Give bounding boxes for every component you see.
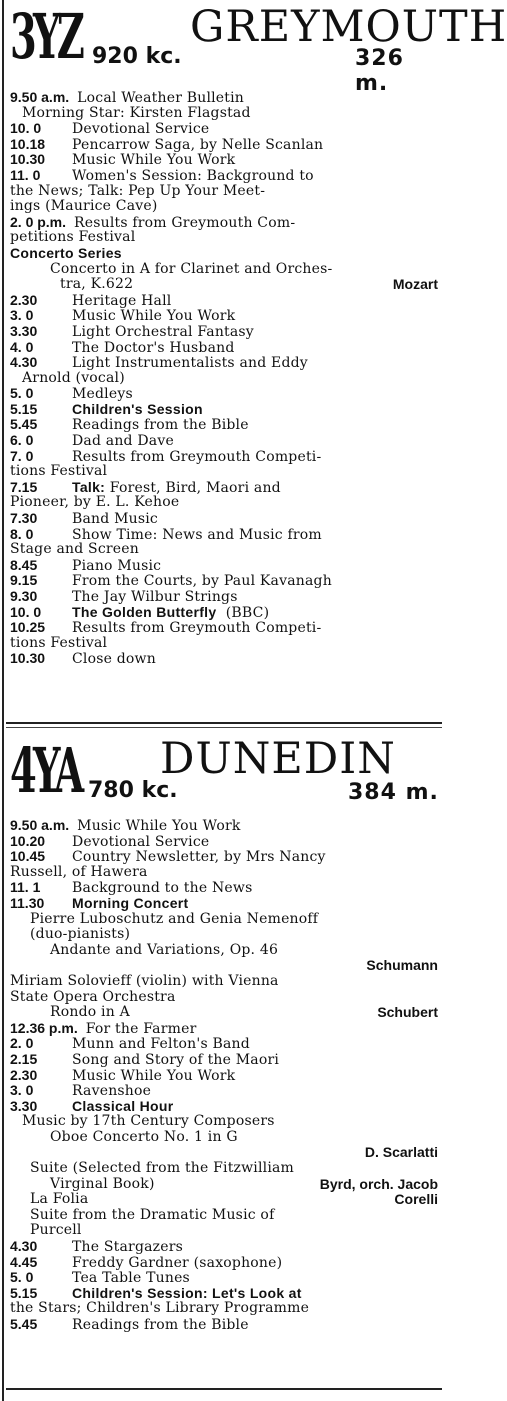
programme-text: (duo-pianists) xyxy=(30,926,131,943)
composer-name: D. Scarlatti xyxy=(364,1144,438,1161)
programme-text: Music While You Work xyxy=(72,308,236,325)
schedule-line xyxy=(10,230,440,246)
schedule-line xyxy=(10,1161,440,1177)
programme-text: Devotional Service xyxy=(72,833,210,850)
station-header xyxy=(10,734,440,814)
programme-text: Local Weather Bulletin xyxy=(77,90,245,106)
column-rule xyxy=(2,0,4,1401)
programme-text: Morning Star: Kirsten Flagstad xyxy=(22,104,251,121)
schedule-line xyxy=(10,340,440,356)
schedule-line xyxy=(10,880,440,896)
programme-text: Tea Table Tunes xyxy=(72,1270,190,1287)
programme-text: Andante and Variations, Op. 46 xyxy=(50,941,279,958)
programme-title: Concerto Series xyxy=(10,244,122,261)
schedule-line xyxy=(10,1239,440,1255)
programme-text: Rondo in A xyxy=(50,1004,130,1021)
schedule-line xyxy=(10,402,440,418)
schedule-line xyxy=(10,1145,440,1161)
composer-name: Mozart xyxy=(392,276,438,293)
schedule-line xyxy=(10,121,440,137)
schedule-line xyxy=(10,605,440,621)
time-label: 5. 0 xyxy=(10,385,34,402)
schedule-line xyxy=(10,818,440,834)
programme-text: Suite from the Dramatic Music of xyxy=(30,1206,275,1223)
programme-text: Ravenshoe xyxy=(72,1083,152,1100)
schedule-line xyxy=(10,573,440,589)
time-label: 3. 0 xyxy=(10,307,34,324)
programme-text: Heritage Hall xyxy=(72,292,172,309)
time-label: 3.30 xyxy=(10,322,38,339)
schedule-line xyxy=(10,927,440,943)
city-name: GREYMOUTH xyxy=(190,2,507,52)
schedule-line xyxy=(10,1099,440,1115)
schedule-line xyxy=(10,106,440,122)
schedule-line xyxy=(10,974,440,990)
schedule-line xyxy=(10,1255,440,1271)
schedule-line xyxy=(10,308,440,324)
time-label: 9.15 xyxy=(10,572,38,589)
programme-text: Light Orchestral Fantasy xyxy=(72,323,254,340)
schedule-line xyxy=(10,246,440,262)
schedule-line xyxy=(10,184,440,200)
programme-text: ings (Maurice Cave) xyxy=(10,198,158,215)
schedule-line xyxy=(10,620,440,636)
programme-text: Readings from the Bible xyxy=(72,1317,249,1333)
time-label: 4.30 xyxy=(10,354,38,371)
programme-title: Children's Session xyxy=(72,400,203,417)
schedule-line xyxy=(10,958,440,974)
programme-text: Munn and Felton's Band xyxy=(72,1036,250,1053)
time-label: 2. 0 xyxy=(10,1035,34,1052)
schedule-line xyxy=(10,865,440,881)
station-4ya xyxy=(10,734,440,1333)
programme-text: Purcell xyxy=(30,1222,82,1239)
composer-name: Schumann xyxy=(366,957,438,974)
programme-text: Miriam Solovieff (violin) with Vienna xyxy=(10,972,279,989)
schedule-line xyxy=(10,1301,440,1317)
programme-title: Morning Concert xyxy=(72,894,189,911)
time-label: 4.30 xyxy=(10,1238,38,1255)
time-label: 2.15 xyxy=(10,1050,38,1067)
schedule-list xyxy=(10,818,440,1333)
time-label: 12.36 p.m. xyxy=(10,1019,78,1036)
programme-text: Song and Story of the Maori xyxy=(72,1051,280,1068)
programme-text: tions Festival xyxy=(10,634,108,651)
programme-text: The Doctor's Husband xyxy=(72,339,235,356)
programme-text: Show Time: News and Music from xyxy=(72,526,322,543)
programme-text: Piano Music xyxy=(72,557,162,574)
programme-note: (BBC) xyxy=(216,604,270,621)
time-label: 4.45 xyxy=(10,1253,38,1270)
programme-title: Children's Session: Let's Look at xyxy=(72,1284,302,1301)
time-label: 2. 0 p.m. xyxy=(10,213,67,230)
programme-text: Music While You Work xyxy=(72,152,236,169)
time-label: 10.18 xyxy=(10,135,46,152)
schedule-line xyxy=(10,355,440,371)
schedule-line xyxy=(10,834,440,850)
schedule-line xyxy=(10,990,440,1006)
schedule-line xyxy=(10,1177,440,1193)
time-label: 4. 0 xyxy=(10,338,34,355)
schedule-line xyxy=(10,480,440,496)
schedule-line xyxy=(10,1052,440,1068)
schedule-line xyxy=(10,1223,440,1239)
programme-text: petitions Festival xyxy=(10,229,136,246)
schedule-line xyxy=(10,1036,440,1052)
time-label: 9.50 a.m. xyxy=(10,817,70,833)
schedule-line xyxy=(10,1068,440,1084)
programme-title: Talk: xyxy=(72,478,106,495)
programme-text: Russell, of Hawera xyxy=(10,863,148,880)
wavelength: 326 m. xyxy=(355,46,404,96)
time-label: 10.30 xyxy=(10,151,46,168)
programme-text: State Opera Orchestra xyxy=(10,988,176,1005)
schedule-line xyxy=(10,1270,440,1286)
time-label: 10. 0 xyxy=(10,120,42,137)
programme-text: tions Festival xyxy=(10,463,108,480)
time-label: 11. 0 xyxy=(10,166,41,183)
callsign: 3YZ xyxy=(10,0,82,73)
programme-text: Women's Session: Background to xyxy=(72,167,314,184)
schedule-line xyxy=(10,371,440,387)
time-label: 9.50 a.m. xyxy=(10,89,70,105)
schedule-line xyxy=(10,943,440,959)
schedule-line xyxy=(10,1317,440,1333)
programme-text: Country Newsletter, by Mrs Nancy xyxy=(72,849,326,866)
programme-text: Results from Greymouth Com- xyxy=(74,214,296,231)
schedule-line xyxy=(10,1021,440,1037)
programme-text: Background to the News xyxy=(72,880,253,897)
programme-text: Stage and Screen xyxy=(10,541,139,558)
programme-title: The Golden Butterfly xyxy=(72,603,217,620)
programme-text: Music by 17th Century Composers xyxy=(22,1113,275,1130)
schedule-line xyxy=(10,912,440,928)
time-label: 7.15 xyxy=(10,478,38,495)
composer-name: Schubert xyxy=(377,1004,438,1021)
schedule-line xyxy=(10,262,440,278)
schedule-line xyxy=(10,636,440,652)
schedule-line xyxy=(10,464,440,480)
time-label: 2.30 xyxy=(10,1066,38,1083)
time-label: 8. 0 xyxy=(10,525,34,542)
programme-text: Results from Greymouth Competi- xyxy=(72,620,322,637)
schedule-line xyxy=(10,168,440,184)
schedule-line xyxy=(10,277,440,293)
time-label: 3. 0 xyxy=(10,1082,34,1099)
programme-title: Classical Hour xyxy=(72,1097,174,1114)
schedule-line xyxy=(10,215,440,231)
schedule-line xyxy=(10,199,440,215)
time-label: 3.30 xyxy=(10,1097,38,1114)
schedule-line xyxy=(10,1114,440,1130)
time-label: 10. 0 xyxy=(10,603,42,620)
time-label: 11. 1 xyxy=(10,879,41,896)
programme-text: Arnold (vocal) xyxy=(22,369,125,386)
time-label: 10.25 xyxy=(10,619,46,636)
time-label: 2.30 xyxy=(10,291,38,308)
schedule-line xyxy=(10,433,440,449)
programme-text: Results from Greymouth Competi- xyxy=(72,448,322,465)
programme-text: Readings from the Bible xyxy=(72,417,249,434)
programme-text: Devotional Service xyxy=(72,121,210,138)
programme-text: La Folia xyxy=(30,1191,89,1208)
programme-text: Pencarrow Saga, by Nelle Scanlan xyxy=(72,136,324,153)
schedule-line xyxy=(10,527,440,543)
city-name: DUNEDIN xyxy=(160,734,396,784)
time-label: 6. 0 xyxy=(10,432,34,449)
programme-text: tra, K.622 xyxy=(60,276,134,293)
station-3yz xyxy=(10,0,507,668)
time-label: 5.45 xyxy=(10,416,38,433)
frequency: 920 kc. xyxy=(92,44,182,69)
time-label: 8.45 xyxy=(10,556,38,573)
callsign: 4YA xyxy=(10,734,81,807)
programme-text: Virginal Book) xyxy=(50,1175,155,1192)
programme-text: Music While You Work xyxy=(72,1067,236,1084)
time-label: 5.15 xyxy=(10,1284,38,1301)
programme-text: For the Farmer xyxy=(85,1020,197,1037)
programme-text: Music While You Work xyxy=(77,818,241,834)
schedule-line xyxy=(10,558,440,574)
schedule-line xyxy=(10,495,440,511)
programme-text: Light Instrumentalists and Eddy xyxy=(72,355,308,372)
programme-text: the Stars; Children's Library Programme xyxy=(10,1300,310,1317)
programme-text: From the Courts, by Paul Kavanagh xyxy=(72,573,332,590)
time-label: 5. 0 xyxy=(10,1269,34,1286)
frequency: 780 kc. xyxy=(88,778,178,803)
schedule-line xyxy=(10,849,440,865)
schedule-line xyxy=(10,896,440,912)
programme-text: The Jay Wilbur Strings xyxy=(72,589,238,605)
section-divider xyxy=(6,727,442,728)
programme-text: Suite (Selected from the Fitzwilliam xyxy=(30,1160,295,1177)
schedule-line xyxy=(10,1208,440,1224)
programme-text: Dad and Dave xyxy=(72,433,174,450)
programme-text: the News; Talk: Pep Up Your Meet- xyxy=(10,182,266,199)
time-label: 10.20 xyxy=(10,832,46,849)
time-label: 9.30 xyxy=(10,588,38,604)
time-label: 5.45 xyxy=(10,1316,38,1332)
composer-name: Byrd, orch. Jacob xyxy=(319,1175,438,1192)
time-label: 10.30 xyxy=(10,650,46,667)
schedule-line xyxy=(10,324,440,340)
schedule-line xyxy=(10,1083,440,1099)
programme-text: Pioneer, by E. L. Kehoe xyxy=(10,494,180,511)
programme-text: Oboe Concerto No. 1 in G xyxy=(50,1128,238,1145)
schedule-line xyxy=(10,1005,440,1021)
schedule-line xyxy=(10,137,440,153)
section-divider xyxy=(6,722,442,724)
programme-text: Pierre Luboschutz and Genia Nemenoff xyxy=(30,910,319,927)
schedule-line xyxy=(10,417,440,433)
schedule-line xyxy=(10,1130,440,1146)
time-label: 10.45 xyxy=(10,848,46,865)
programme-text: Freddy Gardner (saxophone) xyxy=(72,1254,283,1271)
time-label: 11.30 xyxy=(10,894,45,911)
wavelength: 384 m. xyxy=(348,780,439,805)
time-label: 7.30 xyxy=(10,510,38,527)
schedule-line xyxy=(10,90,440,106)
schedule-line xyxy=(10,511,440,527)
schedule-line xyxy=(10,386,440,402)
time-label: 7. 0 xyxy=(10,447,34,464)
programme-text: Close down xyxy=(72,651,156,668)
time-label: 5.15 xyxy=(10,400,38,417)
schedule-line xyxy=(10,651,440,667)
station-header xyxy=(10,0,507,96)
programme-text: The Stargazers xyxy=(72,1239,183,1256)
programme-text: Forest, Bird, Maori and xyxy=(105,479,281,496)
schedule-line xyxy=(10,152,440,168)
programme-text: Band Music xyxy=(72,511,158,528)
schedule-line xyxy=(10,589,440,605)
schedule-line xyxy=(10,449,440,465)
schedule-line xyxy=(10,293,440,309)
schedule-line xyxy=(10,1192,440,1208)
schedule-line xyxy=(10,1286,440,1302)
composer-name: Corelli xyxy=(394,1191,438,1208)
schedule-line xyxy=(10,542,440,558)
programme-text: Concerto in A for Clarinet and Orches- xyxy=(50,260,333,277)
programme-text: Medleys xyxy=(72,386,133,403)
section-divider xyxy=(6,1388,442,1390)
schedule-list xyxy=(10,90,440,667)
